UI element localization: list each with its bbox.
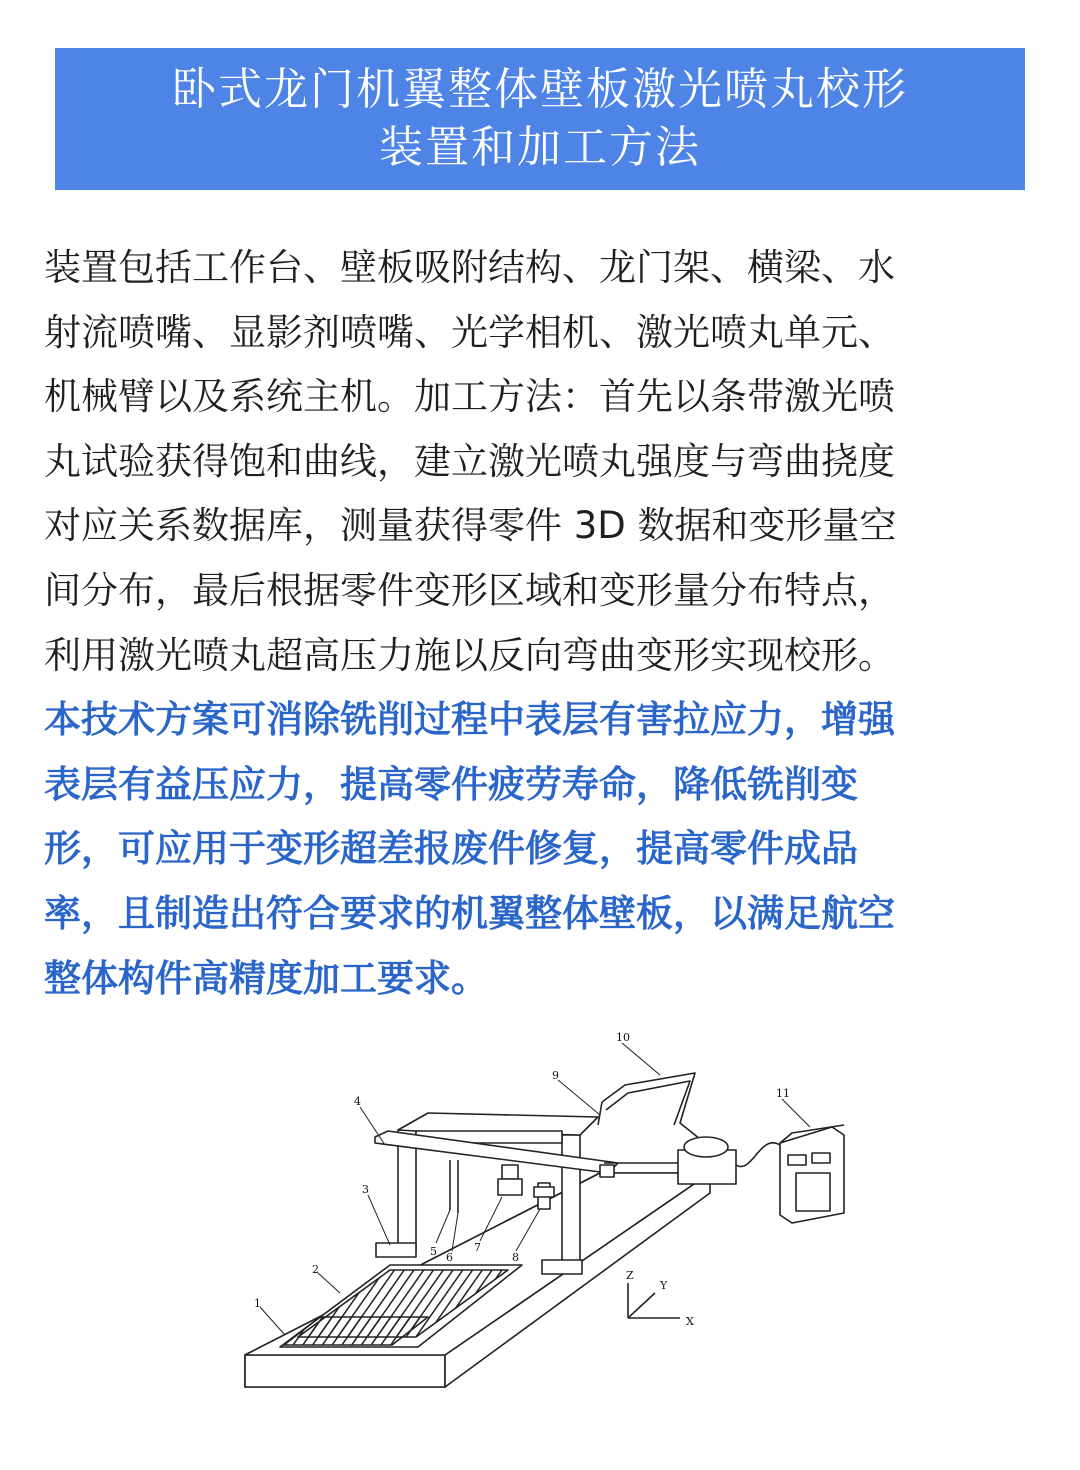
coordinate-axes <box>628 1283 680 1318</box>
description-line: 机械臂以及系统主机。加工方法：首先以条带激光喷 <box>44 375 895 419</box>
label-1: 1 <box>254 1297 261 1310</box>
label-3: 3 <box>362 1183 369 1196</box>
title-line-2: 装置和加工方法 <box>379 122 701 173</box>
axis-label-z: Z <box>626 1269 634 1282</box>
label-4: 4 <box>354 1095 361 1108</box>
title-line-1: 卧式龙门机翼整体壁板激光喷丸校形 <box>172 64 908 115</box>
description-line: 间分布，最后根据零件变形区域和变形量分布特点， <box>44 568 895 612</box>
benefit-line: 表层有益压应力，提高零件疲劳寿命，降低铣削变 <box>44 762 858 806</box>
article-body <box>44 236 1036 1011</box>
benefit-line: 形，可应用于变形超差报废件修复，提高零件成品 <box>44 827 858 871</box>
label-9: 9 <box>552 1069 559 1082</box>
robot-arm <box>598 1073 736 1184</box>
label-2: 2 <box>312 1263 319 1276</box>
nozzles-and-camera <box>450 1160 554 1213</box>
system-host <box>736 1125 844 1223</box>
benefit-line: 整体构件高精度加工要求。 <box>44 956 488 1000</box>
apparatus-drawing <box>240 1015 860 1425</box>
apparatus-diagram <box>240 1015 860 1425</box>
axis-label-y: Y <box>660 1279 668 1292</box>
label-8: 8 <box>512 1251 519 1264</box>
benefit-line: 率，且制造出符合要求的机翼整体壁板，以满足航空 <box>44 891 895 935</box>
description-line: 装置包括工作台、壁板吸附结构、龙门架、横梁、水 <box>44 246 895 289</box>
label-5: 5 <box>430 1245 437 1258</box>
title-banner <box>55 48 1025 190</box>
description-line: 射流喷嘴、显影剂喷嘴、光学相机、激光喷丸单元、 <box>44 310 895 354</box>
description-line: 对应关系数据库，测量获得零件 3D 数据和变形量空 <box>44 504 897 548</box>
benefit-line: 本技术方案可消除铣削过程中表层有害拉应力，增强 <box>44 698 895 742</box>
description-line: 利用激光喷丸超高压力施以反向弯曲变形实现校形。 <box>44 633 895 677</box>
description-line: 丸试验获得饱和曲线，建立激光喷丸强度与弯曲挠度 <box>44 439 895 483</box>
label-7: 7 <box>474 1241 481 1254</box>
axis-label-x: X <box>686 1315 694 1328</box>
label-11: 11 <box>776 1087 790 1100</box>
label-10: 10 <box>616 1031 630 1044</box>
label-6: 6 <box>446 1251 453 1264</box>
